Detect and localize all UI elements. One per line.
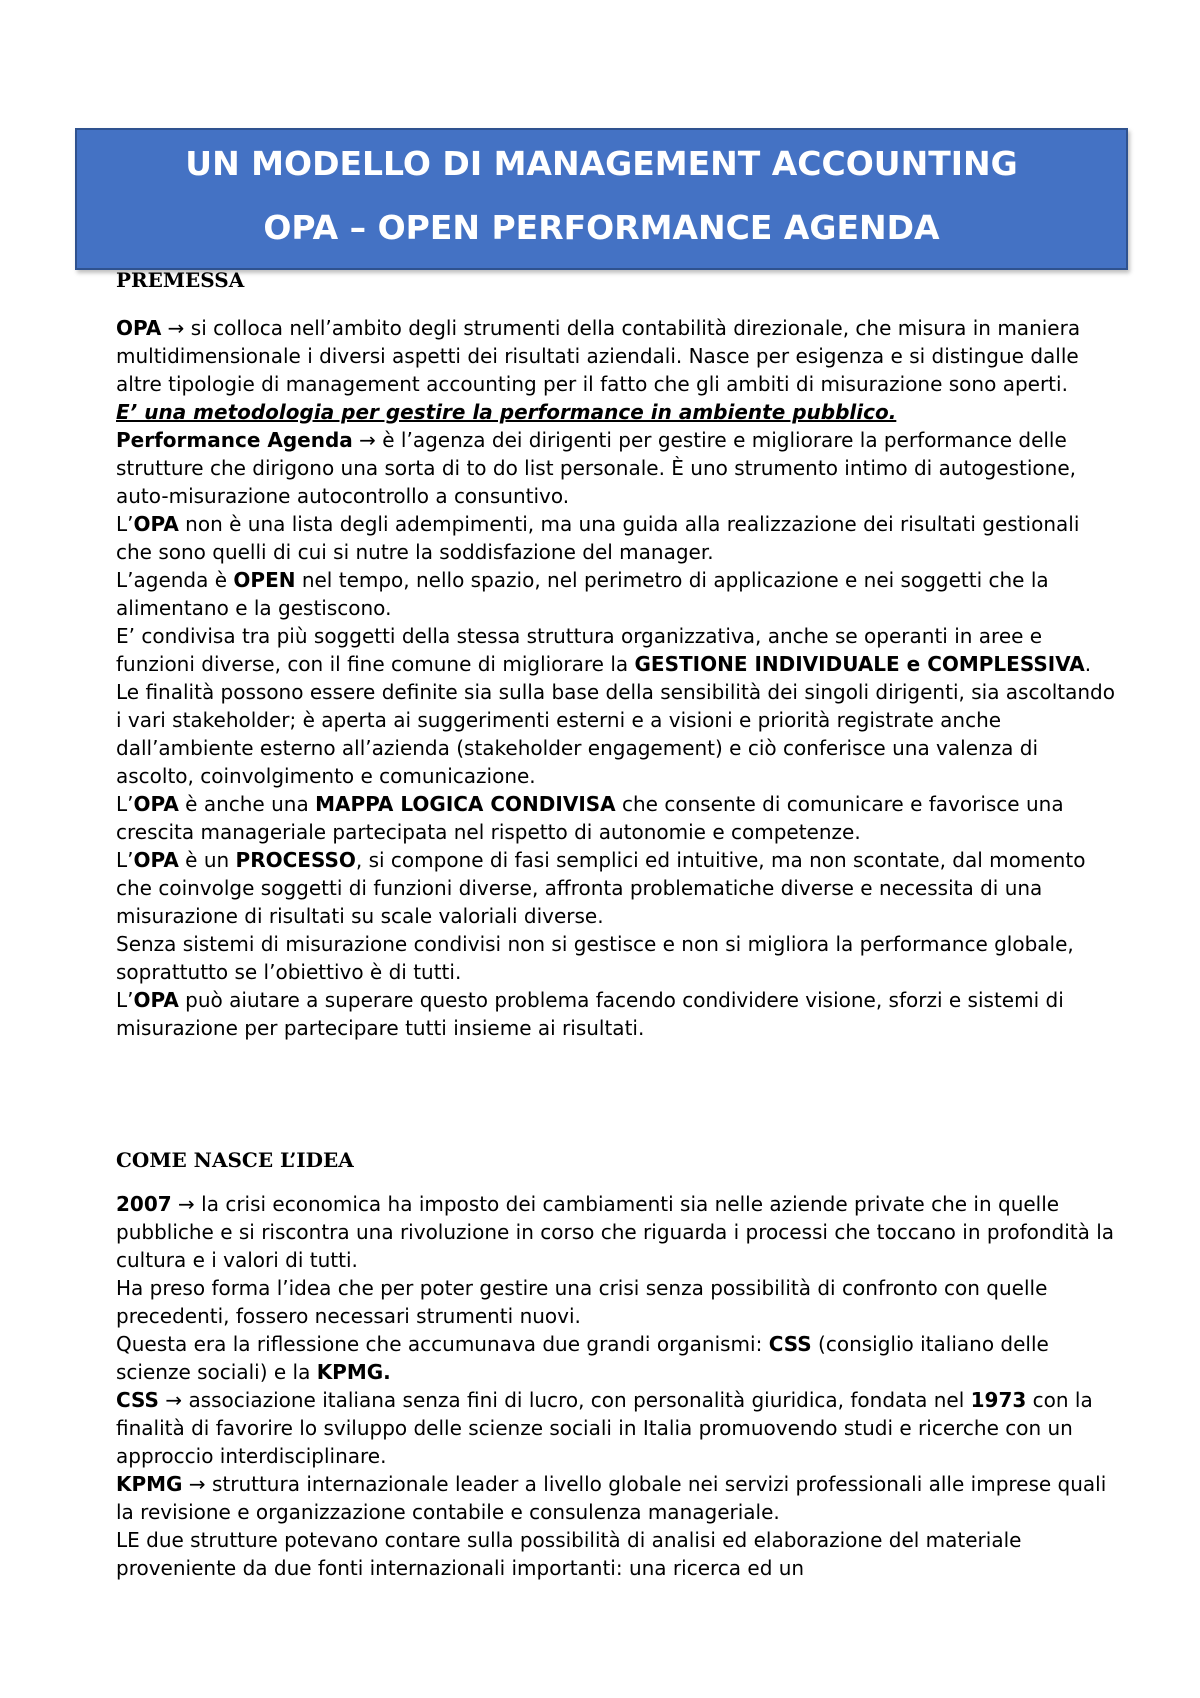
text-run: è anche una (178, 792, 316, 816)
text-run: può aiutare a superare questo problema facendo condividere visione, sforzi e sistemi di misurazione per partecipare tutti insieme ai risultati. (116, 988, 1064, 1040)
text-run: . (1084, 652, 1092, 676)
text-run: L’ (116, 848, 134, 872)
paragraph (116, 1386, 1116, 1470)
title-banner (75, 128, 1128, 270)
bold-term: CSS (116, 1388, 159, 1412)
arrow-icon: → (167, 316, 185, 340)
text-run: che consente di comunicare e favorisce una crescita manageriale partecipata nel rispetto di autonomie e competenze. (116, 792, 1064, 844)
paragraph (116, 314, 1116, 398)
text-run: , si compone di fasi semplici ed intuitive, ma non scontate, dal momento che coinvolge soggetti di funzioni diverse, affronta problematiche diverse e necessita di una misurazione di risultati su scale valoriali diverse. (116, 848, 1086, 928)
text-run: non è una lista degli adempimenti, ma una guida alla realizzazione dei risultati gestionali che sono quelli di cui si nutre la soddisfazione del manager. (116, 512, 1080, 564)
underlined-statement: E’ una metodologia per gestire la performance in ambiente pubblico. (116, 400, 897, 424)
title-line-1: UN MODELLO DI MANAGEMENT ACCOUNTING (185, 144, 1018, 183)
paragraph (116, 1470, 1116, 1526)
paragraph: Senza sistemi di misurazione condivisi non si gestisce e non si migliora la performance globale, soprattutto se l’obiettivo è di tutti. (116, 932, 1074, 984)
bold-term: 2007 (116, 1192, 172, 1216)
paragraph: LE due strutture potevano contare sulla possibilità di analisi ed elaborazione del materiale proveniente da due fonti internazionali importanti: una ricerca ed un (116, 1528, 1022, 1580)
bold-term: OPA (133, 512, 179, 536)
arrow-icon: → (359, 428, 376, 452)
paragraph: Ha preso forma l’idea che per poter gestire una crisi senza possibilità di confronto con quelle precedenti, fossero necessari strumenti nuovi. (116, 1276, 1048, 1328)
bold-term: OPA (116, 316, 162, 340)
paragraph-text: struttura internazionale leader a livello globale nei servizi professionali alle imprese quali la revisione e organizzazione contabile e consulenza manageriale. (116, 1472, 1107, 1524)
paragraph (116, 1330, 1116, 1386)
text-run: Questa era la riflessione che accumunava due grandi organismi: (116, 1332, 769, 1356)
bold-term: OPA (133, 848, 179, 872)
bold-term: CSS (768, 1332, 812, 1356)
paragraph-text: è l’agenza dei dirigenti per gestire e migliorare la performance delle strutture che dirigono una sorta di to do list personale. È uno strumento intimo di autogestione, auto-misurazione autocontrollo a consuntivo. (116, 428, 1076, 508)
text-run: L’ (116, 988, 134, 1012)
text-run: L’agenda è (116, 568, 234, 592)
section-premessa-body (116, 314, 1116, 1042)
bold-term: PROCESSO (235, 848, 356, 872)
text-run: associazione italiana senza fini di lucro, con personalità giuridica, fondata nel (182, 1388, 971, 1412)
arrow-icon: → (165, 1388, 183, 1412)
paragraph-text: si colloca nell’ambito degli strumenti della contabilità direzionale, che misura in maniera multidimensionale i diversi aspetti dei risultati aziendali. Nasce per esigenza e si distingue dalle altre tipologie di management accounting per il fatto che gli ambiti di misurazione sono aperti. (116, 316, 1081, 396)
text-run: L’ (116, 792, 134, 816)
arrow-icon: → (178, 1192, 195, 1216)
section-heading-premessa: PREMESSA (116, 268, 245, 292)
paragraph (116, 426, 1116, 510)
text-run: E’ condivisa tra più soggetti della stessa struttura organizzativa, anche se operanti in aree e funzioni diverse, con il fine comune di migliorare la (116, 624, 1043, 676)
text-run: con la finalità di favorire lo sviluppo delle scienze sociali in Italia promuovendo studi e ricerche con un approccio interdisciplinare. (116, 1388, 1093, 1468)
text-run: nel tempo, nello spazio, nel perimetro di applicazione e nei soggetti che la alimentano e la gestiscono. (116, 568, 1049, 620)
paragraph (116, 622, 1116, 678)
bold-term: OPA (133, 988, 179, 1012)
paragraph-underlined (116, 398, 1116, 426)
bold-term: KPMG (116, 1472, 183, 1496)
section-come-nasce-body (116, 1190, 1116, 1582)
bold-term: Performance Agenda (116, 428, 353, 452)
paragraph (116, 566, 1116, 622)
paragraph (116, 790, 1116, 846)
bold-term: KPMG. (316, 1360, 391, 1384)
title-line-2: OPA – OPEN PERFORMANCE AGENDA (263, 208, 940, 247)
text-run: è un (178, 848, 236, 872)
paragraph (116, 510, 1116, 566)
paragraph (116, 846, 1116, 930)
paragraph-text: la crisi economica ha imposto dei cambiamenti sia nelle aziende private che in quelle pubbliche e si riscontra una rivoluzione in corso che riguarda i processi che toccano in profondità la cultura e i valori di tutti. (116, 1192, 1115, 1272)
paragraph (116, 986, 1116, 1042)
bold-term: MAPPA LOGICA CONDIVISA (315, 792, 616, 816)
paragraph (116, 1190, 1116, 1274)
bold-term: 1973 (970, 1388, 1027, 1412)
text-run: (consiglio italiano delle scienze sociali) e la (116, 1332, 1049, 1384)
section-heading-come-nasce: COME NASCE L’IDEA (116, 1148, 354, 1172)
bold-term: OPA (133, 792, 179, 816)
arrow-icon: → (188, 1472, 206, 1496)
bold-term: OPEN (233, 568, 296, 592)
text-run: L’ (116, 512, 134, 536)
bold-term: GESTIONE INDIVIDUALE e COMPLESSIVA (634, 652, 1085, 676)
paragraph: Le finalità possono essere definite sia sulla base della sensibilità dei singoli dirigenti, sia ascoltando i vari stakeholder; è aperta ai suggerimenti esterni e a visioni e priorità registrate anche dall’ambiente esterno all’azienda (stakeholder engagement) e ciò conferisce una valenza di ascolto, coinvolgimento e comunicazione. (116, 680, 1115, 788)
